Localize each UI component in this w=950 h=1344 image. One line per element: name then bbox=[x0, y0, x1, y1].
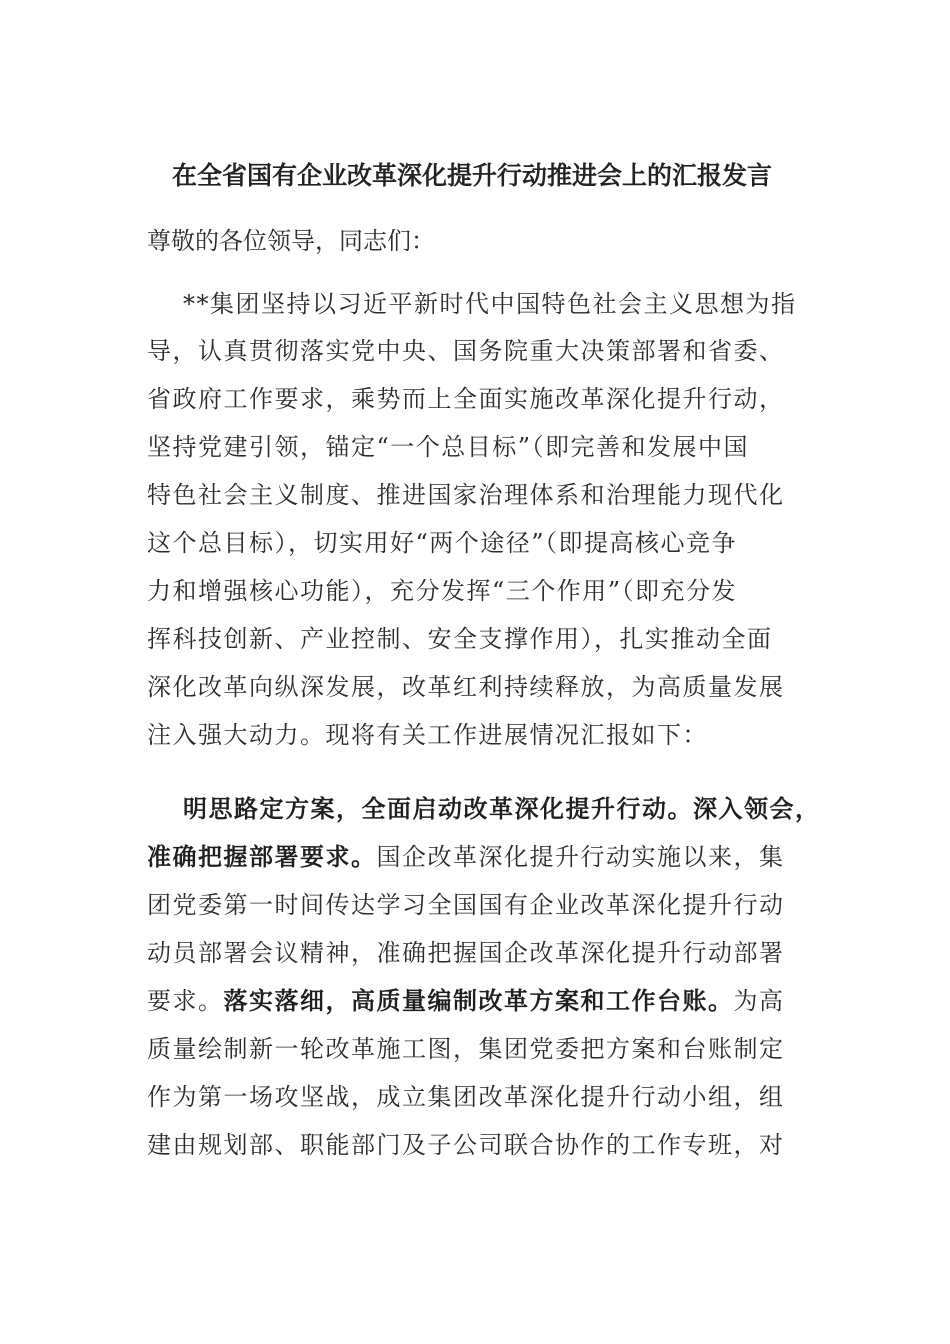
paragraph-line: 建由规划部、职能部门及子公司联合协作的工作专班，对 bbox=[147, 1131, 785, 1159]
paragraph-line: 这个总目标），切实用好“两个途径”（即提高核心竞争 bbox=[147, 529, 738, 557]
paragraph-line: 作为第一场攻坚战，成立集团改革深化提升行动小组，组 bbox=[147, 1083, 785, 1111]
paragraph-text: 要求。 bbox=[147, 987, 224, 1015]
paragraph-line: 省政府工作要求，乘势而上全面实施改革深化提升行动， bbox=[147, 385, 785, 413]
subheading: 落实落细，高质量编制改革方案和工作台账。 bbox=[223, 986, 734, 1015]
section-heading: 明思路定方案，全面启动改革深化提升行动。深入领会， bbox=[183, 794, 821, 823]
paragraph-line: 导，认真贯彻落实党中央、国务院重大决策部署和省委、 bbox=[147, 337, 785, 365]
paragraph-line bbox=[147, 838, 785, 876]
paragraph-line bbox=[147, 982, 785, 1020]
salutation: 尊敬的各位领导，同志们： bbox=[147, 227, 435, 255]
paragraph-line: 注入强大动力。现将有关工作进展情况汇报如下： bbox=[147, 721, 708, 749]
subheading: 准确把握部署要求。 bbox=[147, 842, 377, 871]
paragraph-line: 动员部署会议精神，准确把握国企改革深化提升行动部署 bbox=[147, 939, 785, 967]
paragraph-line: 团党委第一时间传达学习全国国有企业改革深化提升行动 bbox=[147, 891, 785, 919]
document-title: 在全省国有企业改革深化提升行动推进会上的汇报发言 bbox=[172, 161, 773, 190]
paragraph-line: 质量绘制新一轮改革施工图，集团党委把方案和台账制定 bbox=[147, 1035, 785, 1063]
paragraph-text: 国企改革深化提升行动实施以来，集 bbox=[376, 843, 785, 871]
paragraph-line: 特色社会主义制度、推进国家治理体系和治理能力现代化 bbox=[147, 481, 785, 509]
paragraph-line: 挥科技创新、产业控制、安全支撑作用），扎实推动全面 bbox=[147, 625, 773, 653]
paragraph-line: 力和增强核心功能），充分发挥“三个作用”（即充分发 bbox=[147, 577, 738, 605]
paragraph-text: 为高 bbox=[733, 987, 785, 1015]
paragraph-line: 坚持党建引领，锚定“一个总目标”（即完善和发展中国 bbox=[147, 433, 750, 461]
paragraph-line: **集团坚持以习近平新时代中国特色社会主义思想为指 bbox=[183, 290, 797, 318]
paragraph-line: 深化改革向纵深发展，改革红利持续释放，为高质量发展 bbox=[147, 673, 785, 701]
